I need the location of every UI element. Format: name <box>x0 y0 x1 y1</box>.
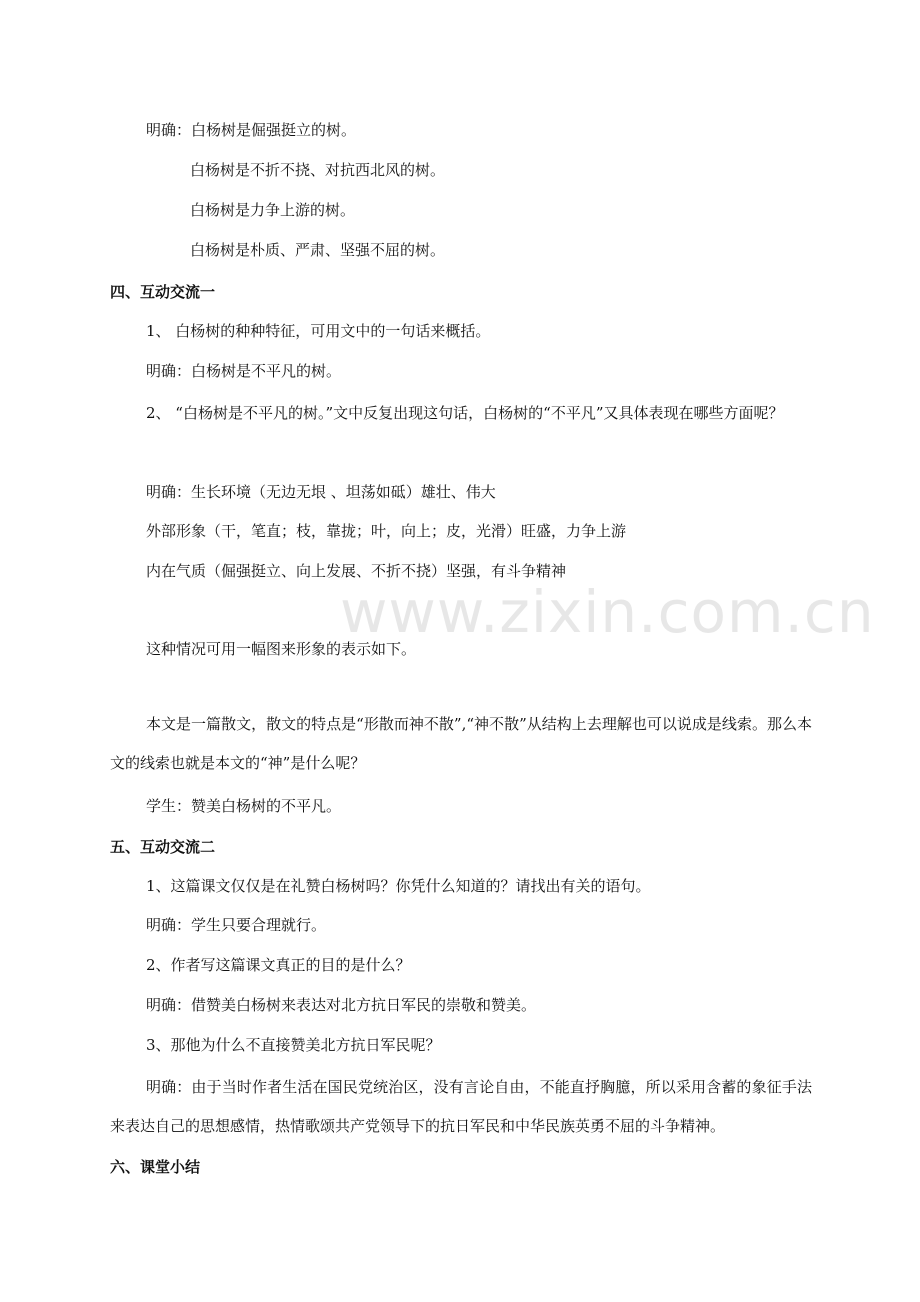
text-line: 1、这篇课文仅仅是在礼赞白杨树吗？你凭什么知道的？请找出有关的语句。 <box>146 877 651 895</box>
text-line: 外部形象（干，笔直；枝，靠拢；叶，向上；皮，光滑）旺盛，力争上游 <box>146 522 627 540</box>
text-line: 白杨树是朴质、严肃、坚强不屈的树。 <box>190 241 446 259</box>
text-line: 白杨树是力争上游的树。 <box>190 201 356 219</box>
text-line: 学生：赞美白杨树的不平凡。 <box>146 797 342 815</box>
paragraph: 明确：由于当时作者生活在国民党统治区，没有言论自由，不能直抒胸臆，所以采用含蓄的象征手法来表达自己的思想感情，热情歌颂共产党领导下的抗日军民和中华民族英勇不屈的斗争精神。 <box>110 1078 812 1135</box>
section-heading: 四、互动交流一 <box>110 283 216 301</box>
text-line: 1、 白杨树的种种特征，可用文中的一句话来概括。 <box>146 322 491 340</box>
text-line: 白杨树是不折不挠、对抗西北风的树。 <box>190 161 446 179</box>
text-line: 明确：学生只要合理就行。 <box>146 916 327 934</box>
section-heading: 五、互动交流二 <box>110 838 216 856</box>
paragraph: 2、 “白杨树是不平凡的树。”文中反复出现这句话，白杨树的“不平凡”又具体表现在哪些方面呢？ <box>146 404 784 422</box>
text-line: 这种情况可用一幅图来形象的表示如下。 <box>146 640 417 658</box>
text-line: 2、作者写这篇课文真正的目的是什么？ <box>146 956 411 974</box>
section-heading: 六、课堂小结 <box>110 1158 201 1176</box>
text-line: 明确：借赞美白杨树来表达对北方抗日军民的崇敬和赞美。 <box>146 996 537 1014</box>
text-line: 3、那他为什么不直接赞美北方抗日军民呢？ <box>146 1036 441 1054</box>
text-line: 明确：白杨树是不平凡的树。 <box>146 362 342 380</box>
text-line: 内在气质（倔强挺立、向上发展、不折不挠）坚强，有斗争精神 <box>146 562 567 580</box>
paragraph: 本文是一篇散文，散文的特点是“形散而神不散”,“神不散”从结构上去理解也可以说成是线索。那么本文的线索也就是本文的“神”是什么呢？ <box>110 715 812 772</box>
text-line: 明确：白杨树是倔强挺立的树。 <box>146 121 357 139</box>
watermark: www.zixin.com.cn <box>340 578 875 646</box>
text-line: 明确：生长环境（无边无垠 、坦荡如砥）雄壮、伟大 <box>146 483 496 501</box>
